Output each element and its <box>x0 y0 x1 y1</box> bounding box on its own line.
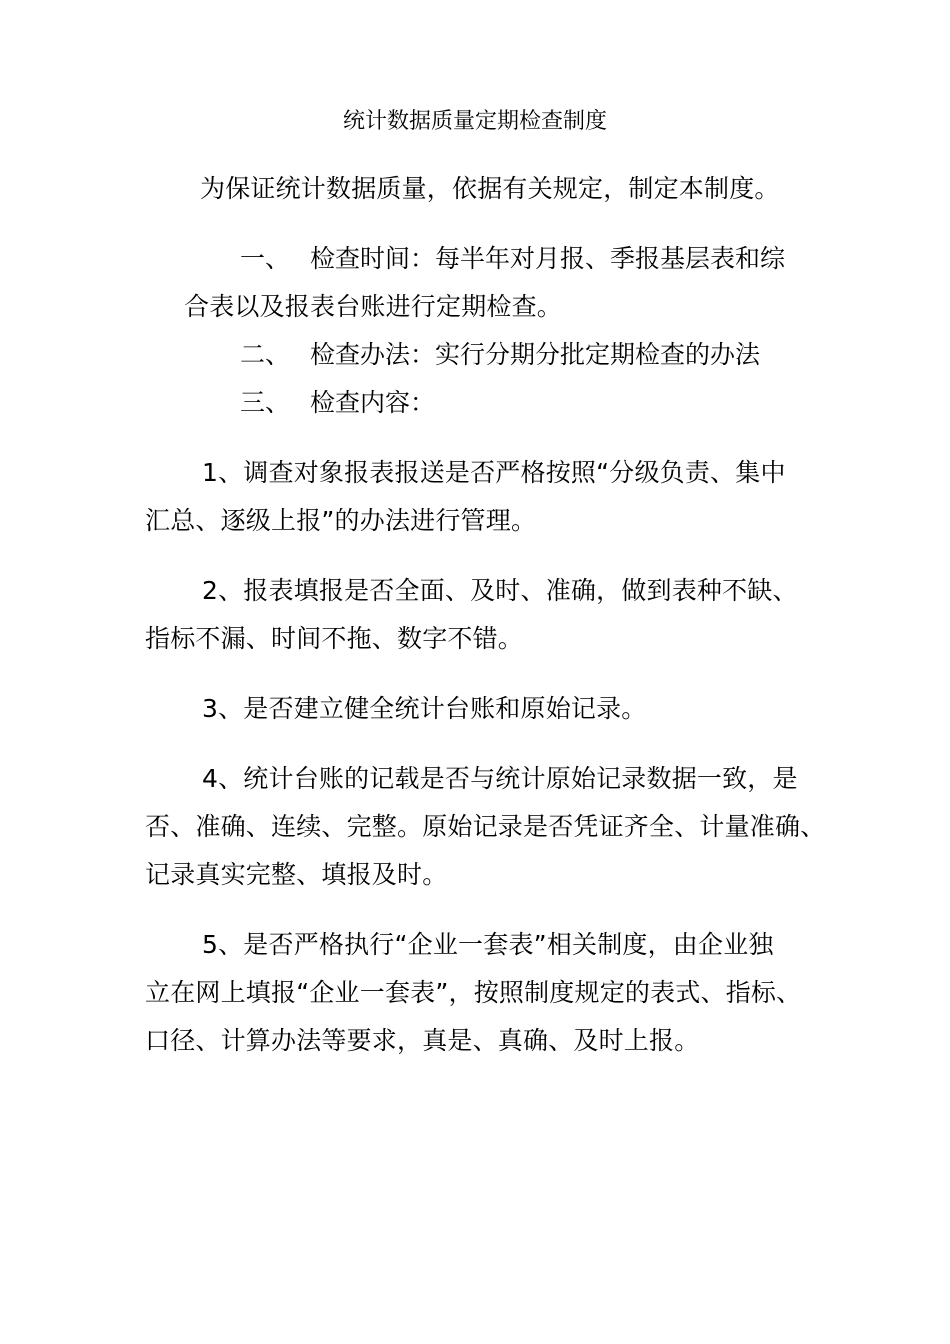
item-4-line-2: 否、准确、连续、完整。原始记录是否凭证齐全、计量准确、 <box>145 812 826 841</box>
item-5-line-2: 立在网上填报“企业一套表”，按照制度规定的表式、指标、 <box>145 978 802 1007</box>
item-4-line-1: 4、统计台账的记载是否与统计原始记录数据一致，是 <box>202 764 798 793</box>
section-2-number: 二、 <box>240 340 291 369</box>
item-2-line-2: 指标不漏、时间不拖、数字不错。 <box>145 624 524 653</box>
section-3-text: 检查内容： <box>310 388 436 417</box>
item-2-line-1: 2、报表填报是否全面、及时、准确，做到表种不缺、 <box>202 576 798 605</box>
item-1-line-2: 汇总、逐级上报”的办法进行管理。 <box>145 506 537 535</box>
section-3-number: 三、 <box>240 388 291 417</box>
section-2-text: 检查办法：实行分期分批定期检查的办法 <box>310 340 761 369</box>
section-1-text: 检查时间：每半年对月报、季报基层表和综 <box>310 244 786 273</box>
item-5-line-3: 口径、计算办法等要求，真是、真确、及时上报。 <box>145 1026 700 1055</box>
item-4-line-3: 记录真实完整、填报及时。 <box>145 860 448 889</box>
section-1-number: 一、 <box>240 244 291 273</box>
document-title: 统计数据质量定期检查制度 <box>342 109 607 134</box>
item-5-line-1: 5、是否严格执行“企业一套表”相关制度，由企业独 <box>202 930 774 959</box>
item-3-line-1: 3、是否建立健全统计台账和原始记录。 <box>202 694 647 723</box>
section-1-line-2: 合表以及报表台账进行定期检查。 <box>184 292 563 321</box>
intro-paragraph: 为保证统计数据质量，依据有关规定，制定本制度。 <box>200 174 780 203</box>
item-1-line-1: 1、调查对象报表报送是否严格按照“分级负责、集中 <box>202 458 786 487</box>
